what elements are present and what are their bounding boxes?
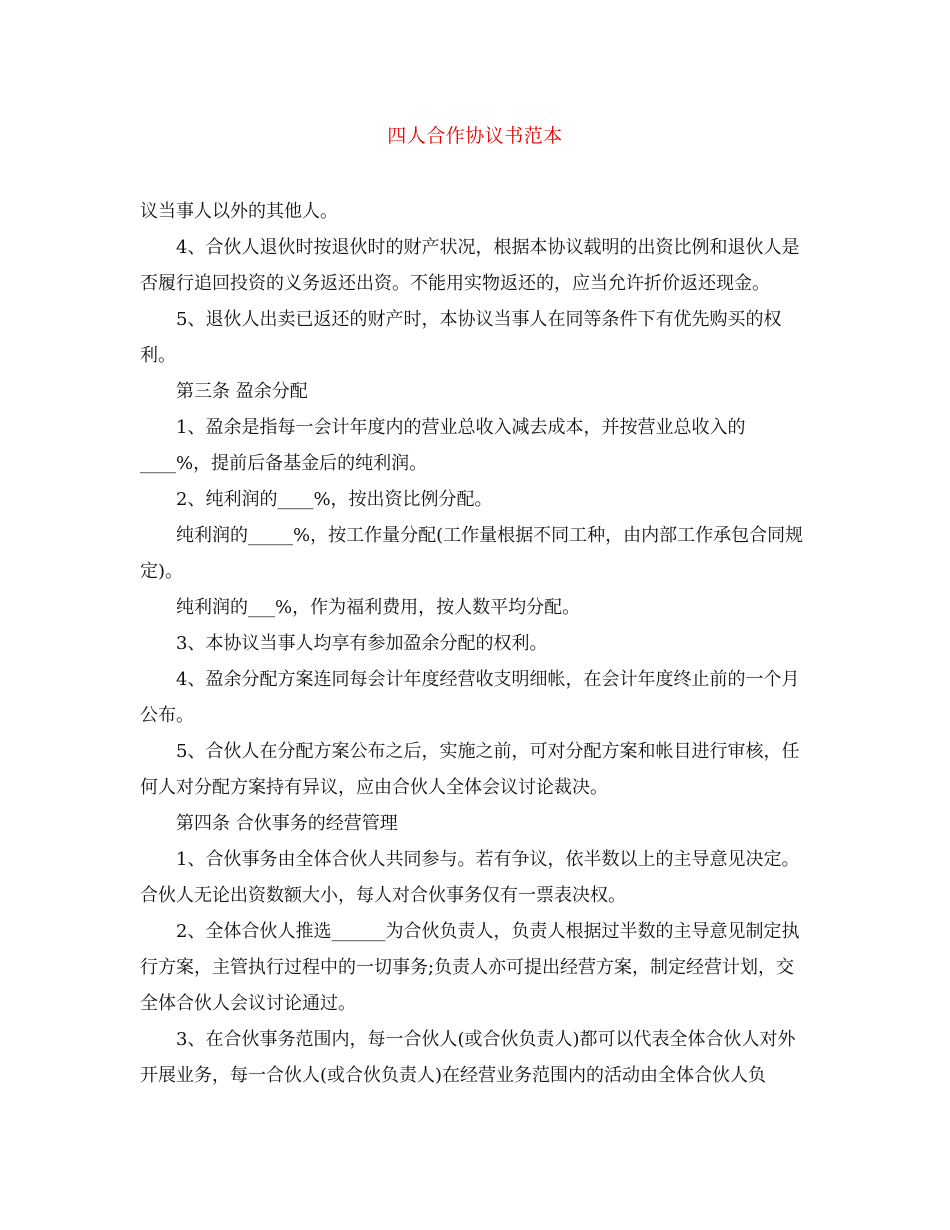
paragraph-profit-by-capital: 2、纯利润的____%，按出资比例分配。 [176, 489, 493, 510]
document-title: 四人合作协议书范本 [387, 125, 563, 147]
paragraph-clause-5: 5、退伙人出卖已返还的财产时，本协议当事人在同等条件下有优先购买的权利。 [140, 309, 782, 366]
paragraph-profit-welfare: 纯利润的___%，作为福利费用，按人数平均分配。 [176, 597, 581, 618]
paragraph-profit-definition: 1、盈余是指每一会计年度内的营业总收入减去成本，并按营业总收入的____%，提前后备基金后的纯利润。 [140, 417, 746, 474]
paragraph-clause-4: 4、合伙人退伙时按退伙时的财产状况，根据本协议载明的出资比例和退伙人是否履行追回投资的义务返还出资。不能用实物返还的，应当允许折价返还现金。 [140, 237, 800, 294]
paragraph-management-participation: 1、合伙事务由全体合伙人共同参与。若有争议，依半数以上的主导意见决定。合伙人无论出资数额大小，每人对合伙事务仅有一票表决权。 [140, 849, 800, 906]
paragraph-profit-by-workload: 纯利润的_____%，按工作量分配(工作量根据不同工种，由内部工作承包合同规定)。 [140, 525, 804, 582]
paragraph-management-representation: 3、在合伙事务范围内，每一合伙人(或合伙负责人)都可以代表全体合伙人对外开展业务，每一合伙人(或合伙负责人)在经营业务范围内的活动由全体合伙人负 [140, 1029, 796, 1086]
paragraph-management-leader: 2、全体合伙人推选______为合伙负责人，负责人根据过半数的主导意见制定执行方案，主管执行过程中的一切事务;负责人亦可提出经营方案，制定经营计划，交全体合伙人会议讨论通过。 [140, 921, 800, 1014]
paragraph-profit-announcement: 4、盈余分配方案连同每会计年度经营收支明细帐，在会计年度终止前的一个月公布。 [140, 669, 800, 726]
section-heading-article-3: 第三条 盈余分配 [176, 381, 308, 402]
document-body [140, 194, 805, 1094]
paragraph-profit-review: 5、合伙人在分配方案公布之后，实施之前，可对分配方案和帐目进行审核，任何人对分配方案持有异议，应由合伙人全体会议讨论裁决。 [140, 741, 800, 798]
section-heading-article-4: 第四条 合伙事务的经营管理 [176, 813, 398, 834]
paragraph-profit-right: 3、本协议当事人均享有参加盈余分配的权利。 [176, 633, 548, 654]
paragraph-continuation: 议当事人以外的其他人。 [140, 201, 338, 222]
